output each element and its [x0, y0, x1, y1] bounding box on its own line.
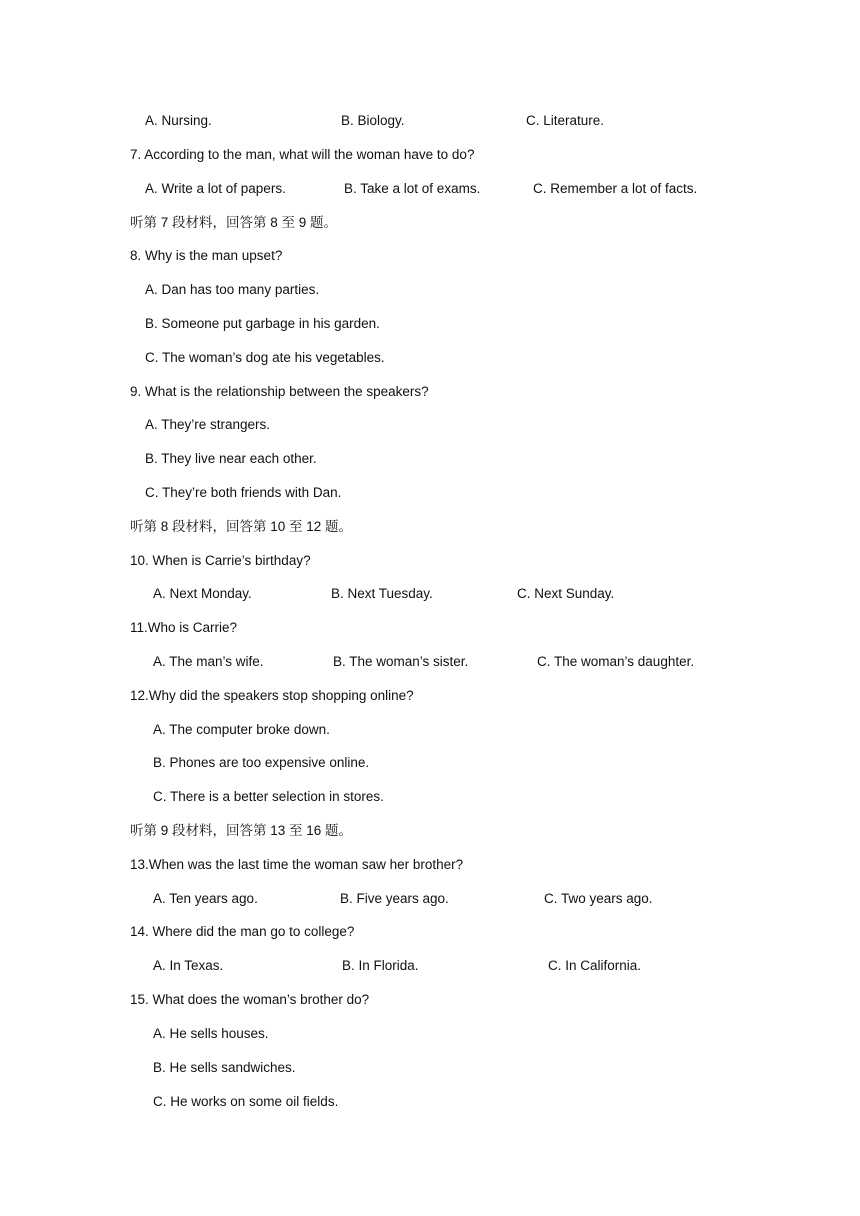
- q15-option-a: [0, 1024, 860, 1044]
- q12-option-c-text: C. There is a better selection in stores.: [153, 789, 384, 804]
- q8-question: [0, 246, 860, 266]
- q8-option-b-text: B. Someone put garbage in his garden.: [145, 316, 380, 331]
- q6-options-row: [0, 111, 860, 131]
- q9-question-text: 9. What is the relationship between the speakers?: [130, 384, 429, 399]
- q12-option-a: [0, 720, 860, 740]
- q10-question-text: 10. When is Carrie’s birthday?: [130, 553, 311, 568]
- section-9-text: 听第 9 段材料，回答第 13 至 16 题。: [130, 823, 353, 838]
- q7-options-row: [0, 179, 860, 199]
- q8-option-a: [0, 280, 860, 300]
- q7-question-text: 7. According to the man, what will the woman have to do?: [130, 147, 475, 162]
- q9-option-a-text: A. They’re strangers.: [145, 417, 271, 432]
- q15-question-text: 15. What does the woman’s brother do?: [130, 992, 370, 1007]
- q10-options-row: [0, 584, 860, 604]
- q6-option-a: A. Nursing.: [145, 113, 212, 128]
- q14-options-row: [0, 956, 860, 976]
- q8-question-text: 8. Why is the man upset?: [130, 248, 283, 263]
- q12-question-text: 12.Why did the speakers stop shopping online?: [130, 688, 414, 703]
- q12-option-a-text: A. The computer broke down.: [153, 722, 330, 737]
- q7-option-c: C. Remember a lot of facts.: [533, 181, 698, 196]
- q9-option-c: [0, 483, 860, 503]
- q10-option-a: A. Next Monday.: [153, 586, 252, 601]
- q13-options-row: [0, 889, 860, 909]
- q12-question: [0, 686, 860, 706]
- q9-option-c-text: C. They’re both friends with Dan.: [145, 485, 342, 500]
- q15-question: [0, 990, 860, 1010]
- q14-option-a: A. In Texas.: [153, 958, 224, 973]
- section-8-heading: [0, 517, 860, 537]
- q7-question: [0, 145, 860, 165]
- q11-question-text: 11.Who is Carrie?: [130, 620, 238, 635]
- q13-option-c: C. Two years ago.: [544, 891, 653, 906]
- q13-question-text: 13.When was the last time the woman saw her brother?: [130, 857, 464, 872]
- q8-option-c: [0, 348, 860, 368]
- q14-option-c: C. In California.: [548, 958, 642, 973]
- section-7-heading: [0, 213, 860, 233]
- q9-question: [0, 382, 860, 402]
- section-7-text: 听第 7 段材料，回答第 8 至 9 题。: [130, 215, 338, 230]
- q14-question-text: 14. Where did the man go to college?: [130, 924, 355, 939]
- q15-option-c: [0, 1092, 860, 1112]
- q7-option-a: A. Write a lot of papers.: [145, 181, 286, 196]
- q15-option-b: [0, 1058, 860, 1078]
- q11-options-row: [0, 652, 860, 672]
- q13-option-a: A. Ten years ago.: [153, 891, 258, 906]
- q15-option-a-text: A. He sells houses.: [153, 1026, 269, 1041]
- q9-option-a: [0, 415, 860, 435]
- q8-option-c-text: C. The woman’s dog ate his vegetables.: [145, 350, 385, 365]
- q11-option-b: B. The woman’s sister.: [333, 654, 469, 669]
- q12-option-c: [0, 787, 860, 807]
- q8-option-b: [0, 314, 860, 334]
- q11-option-c: C. The woman’s daughter.: [537, 654, 695, 669]
- q6-option-b: B. Biology.: [341, 113, 405, 128]
- q6-option-c: C. Literature.: [526, 113, 605, 128]
- q15-option-b-text: B. He sells sandwiches.: [153, 1060, 296, 1075]
- q12-option-b-text: B. Phones are too expensive online.: [153, 755, 370, 770]
- q13-option-b: B. Five years ago.: [340, 891, 449, 906]
- q9-option-b: [0, 449, 860, 469]
- q8-option-a-text: A. Dan has too many parties.: [145, 282, 320, 297]
- q13-question: [0, 855, 860, 875]
- q12-option-b: [0, 753, 860, 773]
- q15-option-c-text: C. He works on some oil fields.: [153, 1094, 339, 1109]
- q11-question: [0, 618, 860, 638]
- q10-question: [0, 551, 860, 571]
- q14-question: [0, 922, 860, 942]
- q10-option-b: B. Next Tuesday.: [331, 586, 433, 601]
- q10-option-c: C. Next Sunday.: [517, 586, 615, 601]
- q14-option-b: B. In Florida.: [342, 958, 419, 973]
- q11-option-a: A. The man’s wife.: [153, 654, 264, 669]
- section-9-heading: [0, 821, 860, 841]
- q9-option-b-text: B. They live near each other.: [145, 451, 317, 466]
- q7-option-b: B. Take a lot of exams.: [344, 181, 481, 196]
- section-8-text: 听第 8 段材料，回答第 10 至 12 题。: [130, 519, 353, 534]
